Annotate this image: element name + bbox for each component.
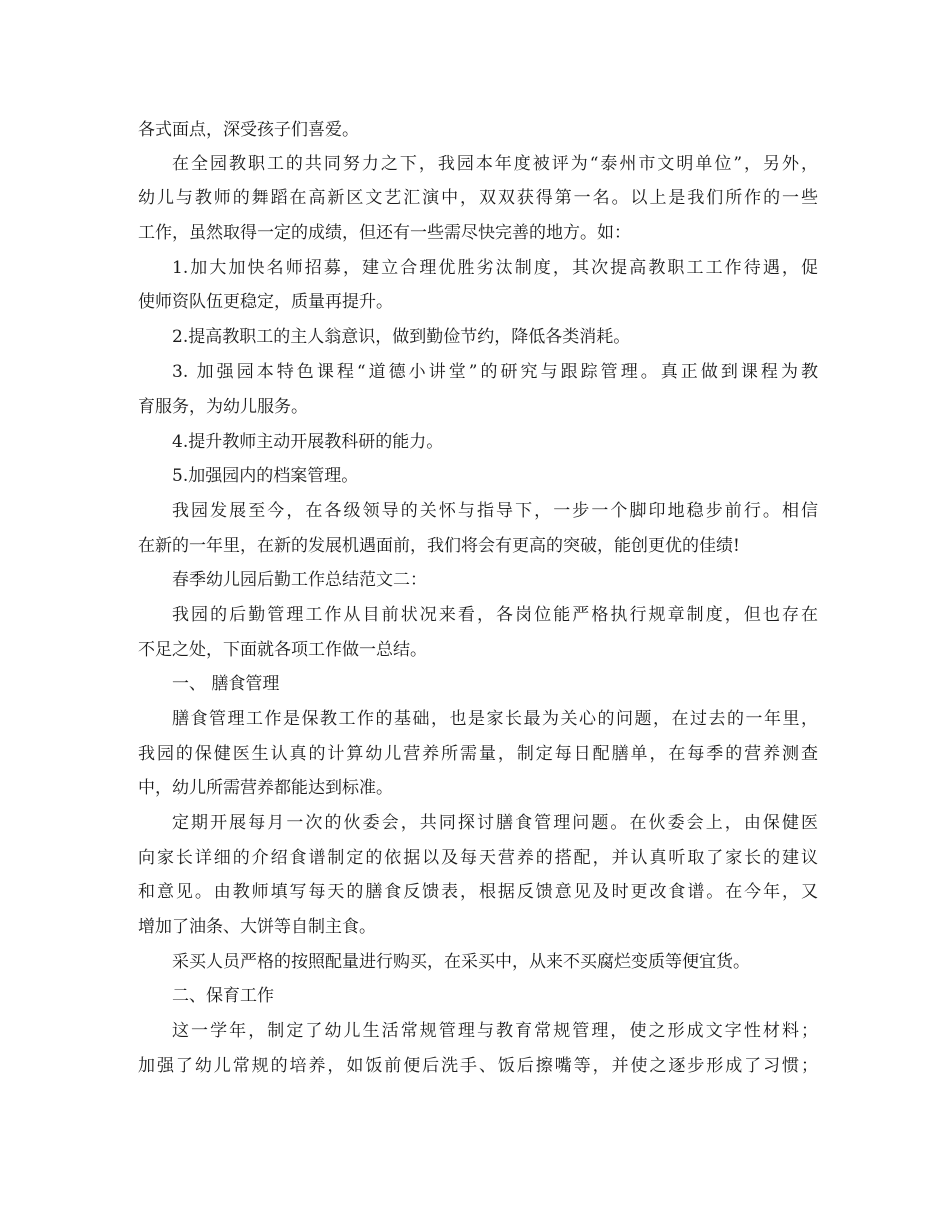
text-line: 我园的后勤管理工作从目前状况来看，各岗位能严格执行规章制度，但也存在 — [172, 605, 818, 625]
text-line: 增加了油条、大饼等自制主食。 — [138, 917, 376, 937]
text-line: 4.提升教师主动开展教科研的能力。 — [172, 432, 444, 452]
text-line: 定期开展每月一次的伙委会，共同探讨膳食管理问题。在伙委会上，由保健医 — [172, 813, 818, 833]
text-line: 幼儿与教师的舞蹈在高新区文艺汇演中，双双获得第一名。以上是我们所作的一些 — [138, 188, 818, 208]
text-line: 育服务，为幼儿服务。 — [138, 397, 308, 417]
section-heading: 二、保育工作 — [172, 986, 274, 1006]
text-line: 在全园教职工的共同努力之下，我园本年度被评为“泰州市文明单位”，另外， — [172, 154, 818, 174]
text-line: 这一学年，制定了幼儿生活常规管理与教育常规管理，使之形成文字性材料； — [172, 1021, 818, 1041]
text-line: 我园发展至今，在各级领导的关怀与指导下，一步一个脚印地稳步前行。相信 — [172, 501, 818, 521]
text-line: 各式面点，深受孩子们喜爱。 — [138, 120, 359, 140]
text-line: 2.提高教职工的主人翁意识，做到勤俭节约，降低各类消耗。 — [172, 327, 631, 347]
section-heading: 一、 膳食管理 — [172, 674, 280, 694]
text-line: 不足之处，下面就各项工作做一总结。 — [138, 640, 427, 660]
text-line: 使师资队伍更稳定，质量再提升。 — [138, 292, 393, 312]
text-line: 膳食管理工作是保教工作的基础，也是家长最为关心的问题，在过去的一年里， — [172, 709, 818, 729]
text-line: 和意见。由教师填写每天的膳食反馈表，根据反馈意见及时更改食谱。在今年，又 — [138, 882, 818, 902]
text-line: 加强了幼儿常规的培养，如饭前便后洗手、饭后擦嘴等，并使之逐步形成了习惯； — [138, 1056, 818, 1076]
text-line: 5.加强园内的档案管理。 — [172, 466, 359, 486]
text-line: 采买人员严格的按照配量进行购买，在采买中，从来不买腐烂变质等便宜货。 — [172, 952, 750, 972]
text-line: 春季幼儿园后勤工作总结范文二： — [172, 570, 427, 590]
text-line: 3. 加强园本特色课程“道德小讲堂”的研究与跟踪管理。真正做到课程为教 — [172, 362, 818, 382]
text-line: 向家长详细的介绍食谱制定的依据以及每天营养的搭配，并认真听取了家长的建议 — [138, 848, 818, 868]
text-line: 我园的保健医生认真的计算幼儿营养所需量，制定每日配膳单，在每季的营养测查 — [138, 744, 818, 764]
text-line: 在新的一年里，在新的发展机遇面前，我们将会有更高的突破，能创更优的佳绩! — [138, 536, 740, 556]
text-line: 工作，虽然取得一定的成绩，但还有一些需尽快完善的地方。如： — [138, 223, 631, 243]
text-line: 中，幼儿所需营养都能达到标准。 — [138, 778, 393, 798]
text-line: 1.加大加快名师招募，建立合理优胜劣汰制度，其次提高教职工工作待遇，促 — [172, 258, 818, 278]
